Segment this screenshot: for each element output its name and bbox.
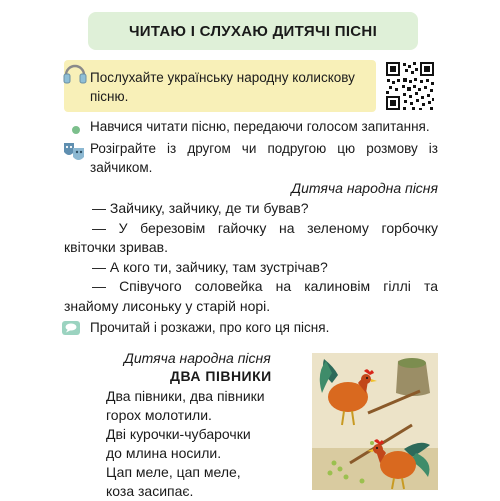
poem-2-line: Дві курочки-чубарочки [106,426,251,442]
poem-1-source: Дитяча народна пісня [291,180,438,196]
poem-2-source: Дитяча народна пісня [124,350,271,366]
section-title: ЧИТАЮ І СЛУХАЮ ДИТЯЧІ ПІСНІ [128,22,378,40]
poem-2-line: горох молотили. [106,407,212,423]
poem-2-line: до млина носили. [106,445,222,461]
section-title-band [88,12,418,50]
retell-task-text: Прочитай і розкажи, про кого ця пісня. [90,320,330,335]
poem-2-line: коза засипає. [106,483,194,499]
theater-masks-icon [62,140,88,164]
poem-2-title: ДВА ПІВНИКИ [170,368,272,384]
poem-2-line: Цап меле, цап меле, [106,464,241,480]
poem-1-lines [64,199,438,317]
bullet-dot [72,126,80,134]
reading-task-text: Навчися читати пісню, передаючи голосом запитання. [90,119,430,134]
poem-2-lines [106,387,265,501]
poem-2-line: Два півники, два півники [106,388,265,404]
listen-task-text: Послухайте українську народну колискову пісню. [90,70,355,104]
page-margin [446,0,500,500]
speech-bubble-icon [62,321,80,335]
poem-1-line: — Зайчику, зайчику, де ти бував? [92,200,309,216]
poem-1-line: — А кого ти, зайчику, там зустрічав? [92,258,328,275]
headphones-icon [62,60,88,86]
poem-1-line: — Співучого соловейка на калиновім гіллі та знайому лисоньку у старій норі. [64,278,438,314]
qr-code[interactable] [384,60,436,112]
poem-1-line: — У березовім гайочку на зеленому горбочку квіточки зривав. [64,219,438,256]
dialog-task-text: Розіграйте із другом чи подругою цю розмову із зайчиком. [90,141,438,175]
roosters-illustration [312,353,438,490]
